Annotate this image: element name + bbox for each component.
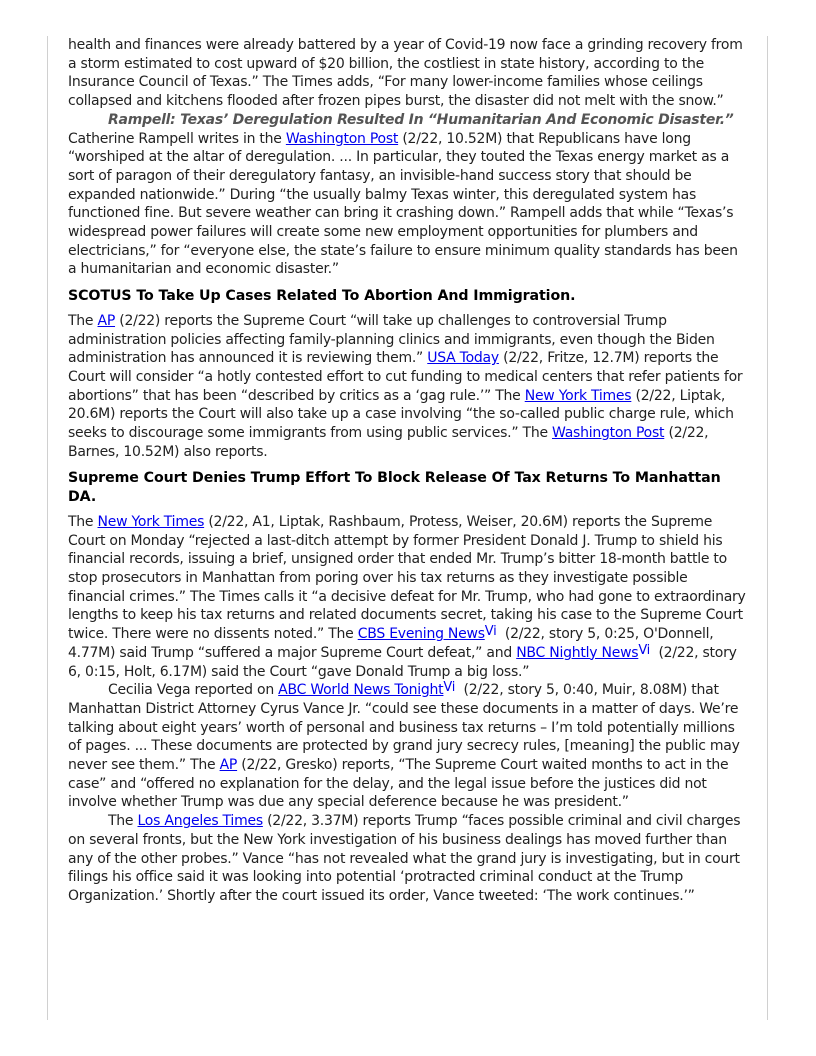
section-heading: Supreme Court Denies Trump Effort To Block Release Of Tax Returns To Manhattan DA. xyxy=(68,470,721,506)
video-icon[interactable]: Vi xyxy=(443,680,456,696)
source-link[interactable]: Washington Post xyxy=(285,130,399,147)
source-link[interactable]: CBS Evening News xyxy=(357,626,485,643)
source-link[interactable]: New York Times xyxy=(524,387,632,404)
body-text: (2/22, Gresko) reports, “The Supreme Court waited months to act in the case” and “offered no explanation for the delay, and the legal issue before the justices did not involve whether Trump was due any special deference because he was president.” xyxy=(68,757,733,811)
source-link[interactable]: Washington Post xyxy=(552,425,665,442)
paragraph xyxy=(68,812,748,906)
body-text: (2/22, 3.37M) reports Trump “faces possible criminal and civil charges on several fronts, but the New York investigation of his business dealings has moved further than any of the other probes.” Vance “has not revealed what the grand jury is investigating, but in court filings his office said it was looking into potential ‘protracted criminal conduct at the Trump Organization.’ Shortly after the court issued its order, Vance tweeted: ‘The work continues.’” xyxy=(68,813,745,904)
source-link[interactable]: Los Angeles Times xyxy=(137,813,263,830)
body-text: (2/22, story 5, 0:25, O'Donnell, 4.77M) said Trump “suffered a major Supreme Court defeat,” and xyxy=(68,626,718,661)
body-text: (2/22, story 6, 0:15, Holt, 6.17M) said the Court “gave Donald Trump a big loss.” xyxy=(68,644,741,680)
source-link[interactable]: New York Times xyxy=(97,513,205,530)
source-link[interactable]: USA Today xyxy=(427,350,499,367)
paragraph xyxy=(68,681,748,812)
body-text: (2/22, 10.52M) that Republicans have long “worshiped at the altar of deregulation. ... In particular, they touted the Texas energy market as a sort of paragon of their deregulatory fantasy, an invisible-hand success story that should be expanded nationwide.” During “the usually balmy Texas winter, this deregulated system has functioned fine. But severe weather can bring it crashing down.” Rampell adds that while “Texas’s widespread power failures will create some new employment opportunities for plumbers and electricians,” for “everyone else, the state’s failure to ensure minimum quality standards has been a humanitarian and economic disaster.” xyxy=(68,130,742,278)
body-text: The xyxy=(68,513,98,530)
source-link[interactable]: ABC World News Tonight xyxy=(278,682,444,699)
body-text: (2/22, story 5, 0:40, Muir, 8.08M) that Manhattan District Attorney Cyrus Vance Jr. “could see these documents in a matter of days. We’re talking about eight years’ worth of personal and business tax returns – I’m told potentially millions of pages. ... These documents are protected by grand jury secrecy rules, [meaning] the public may never see them.” The xyxy=(68,682,744,774)
source-link[interactable]: NBC Nightly News xyxy=(516,644,639,661)
source-link[interactable]: AP xyxy=(219,757,238,774)
source-link[interactable]: AP xyxy=(97,312,116,329)
paragraph xyxy=(68,111,748,279)
body-text: Cecilia Vega reported on xyxy=(108,682,279,699)
body-text: The xyxy=(108,813,138,830)
body-text: (2/22, A1, Liptak, Rashbaum, Protess, Weiser, 20.6M) reports the Supreme Court on Monday “rejected a last-ditch attempt by former President Donald J. Trump to shield his financial records, issuing a brief, unsigned order that ended Mr. Trump’s bitter 18-month battle to stop prosecutors in Manhattan from poring over his tax returns as they investigate possible financial crimes.” The Times calls it “a decisive defeat for Mr. Trump, who had gone to extraordinary lengths to keep his tax returns and related documents secret, taking his case to the Supreme Court twice. There were no dissents noted.” The xyxy=(68,513,750,643)
section-heading: SCOTUS To Take Up Cases Related To Abortion And Immigration. xyxy=(68,288,576,305)
paragraph xyxy=(68,36,748,111)
body-text: (2/22, Fritze, 12.7M) reports the Court will consider “a hotly contested effort to cut funding to medical centers that refer patients for abortions” that has been “described by critics as a ‘gag rule.’” The xyxy=(68,350,747,404)
body-text: (2/22) reports the Supreme Court “will take up challenges to controversial Trump administration policies affecting family-planning clinics and immigrants, even though the Biden administration has announced it is reviewing them.” xyxy=(68,312,719,367)
paragraph xyxy=(68,312,748,462)
video-icon[interactable]: Vi xyxy=(484,624,497,640)
body-text: (2/22, Barnes, 10.52M) also reports. xyxy=(68,425,713,460)
video-icon[interactable]: Vi xyxy=(638,642,651,658)
body-text: The xyxy=(68,312,98,329)
body-text: Catherine Rampell writes in the xyxy=(68,111,747,147)
document-page xyxy=(47,36,768,1020)
body-text: health and finances were already battered by a year of Covid-19 now face a grinding recovery from a storm estimated to cost upward of $20 billion, the costliest in state history, according to the Insurance Council of Texas.” The Times adds, “For many lower-income families whose ceilings collapsed and kitchens flooded after frozen pipes burst, the disaster did not melt with the snow.” xyxy=(68,37,747,110)
inline-subheading: Rampell: Texas’ Deregulation Resulted In “Humanitarian And Economic Disaster.” xyxy=(108,111,734,128)
body-text: (2/22, Liptak, 20.6M) reports the Court will also take up a case involving “the so-called public charge rule, which seeks to discourage some immigrants from using public services.” The xyxy=(68,387,738,442)
paragraph xyxy=(68,513,748,681)
